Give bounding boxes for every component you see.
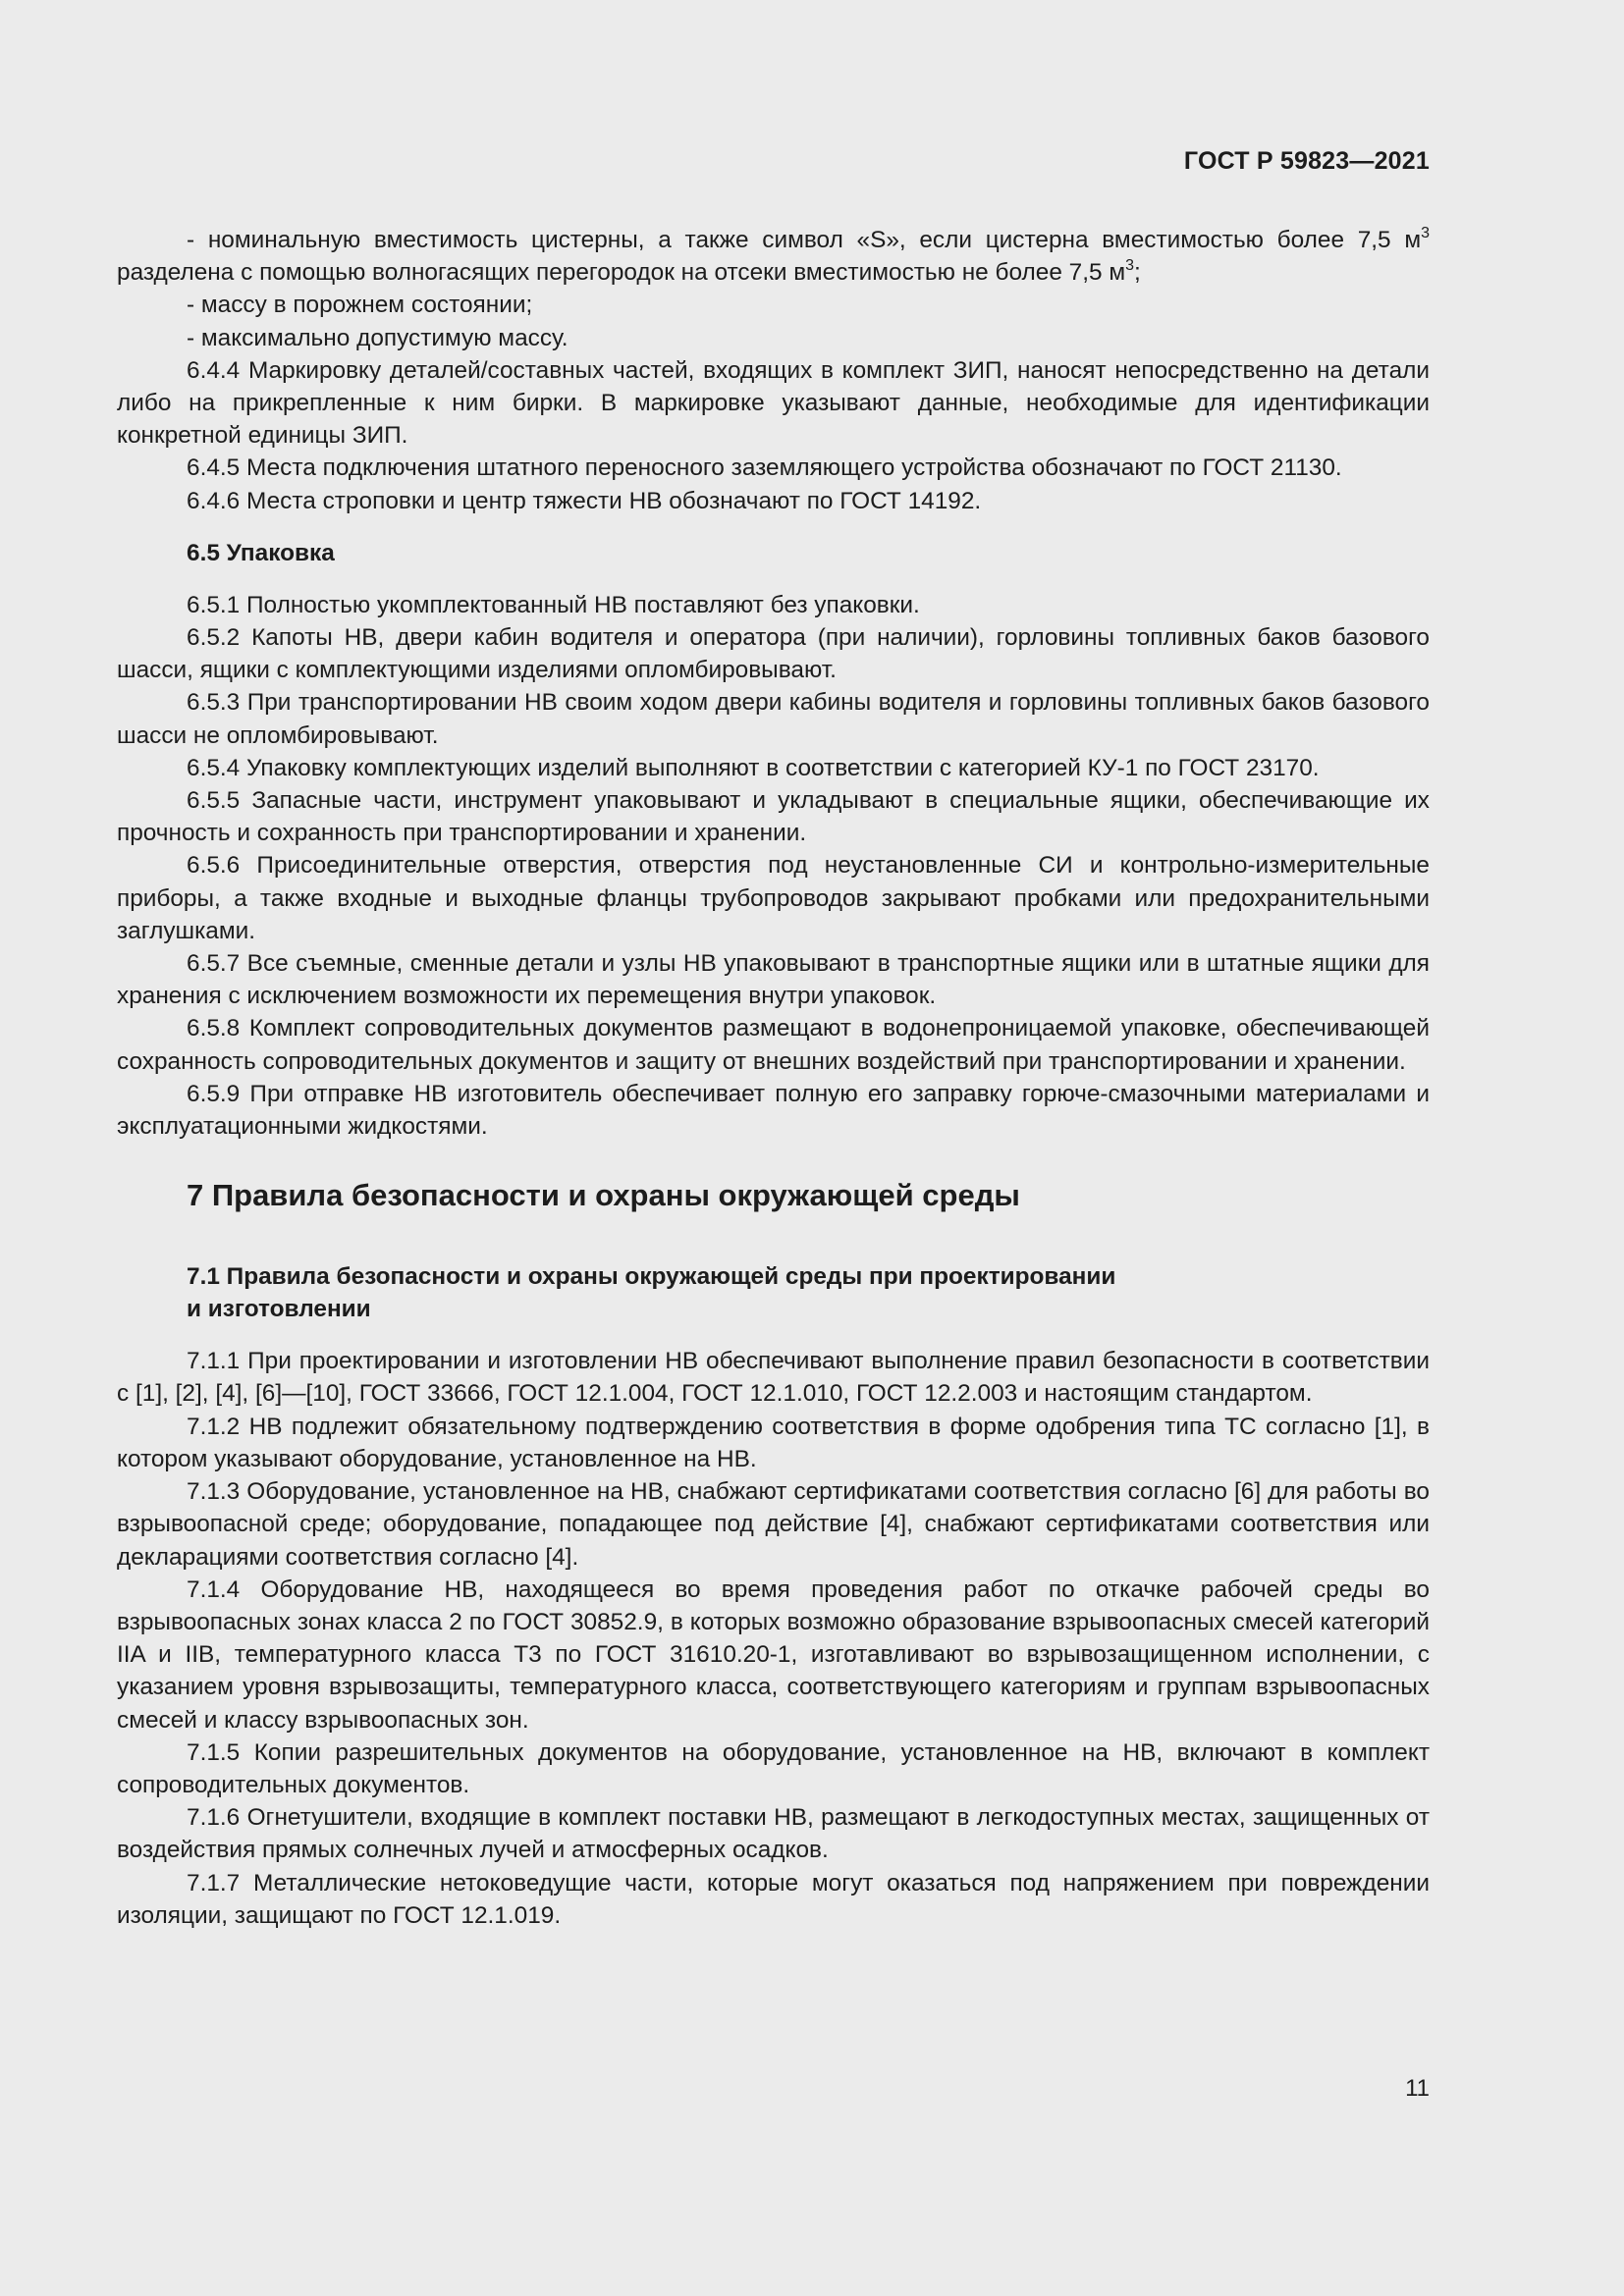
paragraph-7-1-7: 7.1.7 Металлические нетоковедущие части, которые могут оказаться под напряжением при повреждении изоляции, защищают по ГОСТ 12.1.019.	[117, 1869, 1430, 1929]
paragraph-6-5-4: 6.5.4 Упаковку комплектующих изделий выполняют в соответствии с категорией КУ-1 по ГОСТ 23170.	[187, 754, 1320, 781]
document-body	[117, 224, 1430, 1932]
heading-7-1-line2: и изготовлении	[187, 1296, 371, 1323]
paragraph-6-5-8: 6.5.8 Комплект сопроводительных документов размещают в водонепроницаемой упаковке, обеспечивающей сохранность сопроводительных документов и защиту от внешних воздействий при транспортировании и хранении.	[117, 1015, 1430, 1075]
paragraph-6-5-3: 6.5.3 При транспортировании НВ своим ходом двери кабины водителя и горловины топливных баков базового шасси не опломбировывают.	[117, 689, 1430, 749]
paragraph-6-4-5: 6.4.5 Места подключения штатного переносного заземляющего устройства обозначают по ГОСТ 21130.	[187, 454, 1342, 482]
paragraph-7-1-3: 7.1.3 Оборудование, установленное на НВ, снабжают сертификатами соответствия согласно [6] для работы во взрывоопасной среде; оборудование, попадающее под действие [4], снабжают сертификатами соответствия или декларациями соответствия согласно [4].	[117, 1478, 1430, 1571]
paragraph-7-1-5: 7.1.5 Копии разрешительных документов на оборудование, установленное на НВ, включают в комплект сопроводительных документов.	[117, 1738, 1430, 1798]
paragraph-6-5-9: 6.5.9 При отправке НВ изготовитель обеспечивает полную его заправку горюче-смазочными материалами и эксплуатационными жидкостями.	[117, 1080, 1430, 1141]
paragraph-7-1-2: 7.1.2 НВ подлежит обязательному подтверждению соответствия в форме одобрения типа ТС согласно [1], в котором указывают оборудование, установленное на НВ.	[117, 1413, 1430, 1472]
page-number: 11	[1405, 2075, 1430, 2102]
paragraph-7-1-1: 7.1.1 При проектировании и изготовлении НВ обеспечивают выполнение правил безопасности в соответствии с [1], [2], [4], [6]—[10], ГОСТ 33666, ГОСТ 12.1.004, ГОСТ 12.1.010, ГОСТ 12.2.003 и настоящим стандартом.	[117, 1348, 1430, 1408]
text-run: ;	[1134, 259, 1141, 287]
heading-6-5: 6.5 Упаковка	[187, 539, 335, 566]
heading-7-1-line1: 7.1 Правила безопасности и охраны окружающей среды при проектировании	[187, 1263, 1116, 1291]
document-id: ГОСТ Р 59823—2021	[1183, 147, 1430, 175]
text-run: - номинальную вместимость цистерны, а также символ «S», если цистерна вместимостью более 7,5 м	[187, 227, 1422, 253]
heading-section-7: 7 Правила безопасности и охраны окружающей среды	[187, 1178, 1020, 1213]
paragraph-6-5-1: 6.5.1 Полностью укомплектованный НВ поставляют без упаковки.	[187, 591, 920, 618]
paragraph-6-4-4: 6.4.4 Маркировку деталей/составных частей, входящих в комплект ЗИП, наносят непосредственно на детали либо на прикрепленные к ним бирки. В маркировке указывают данные, необходимые для идентификации конкретной единицы ЗИП.	[117, 356, 1430, 450]
heading-7-1	[187, 1260, 1430, 1325]
superscript: 3	[1125, 257, 1135, 275]
text-run: разделена с помощью волногасящих перегородок на отсеки вместимостью не более 7,5 м	[117, 259, 1126, 287]
paragraph-empty-mass: - массу в порожнем состоянии;	[187, 292, 533, 319]
paragraph-6-5-6: 6.5.6 Присоединительные отверстия, отверстия под неустановленные СИ и контрольно-измерительные приборы, а также входные и выходные фланцы трубопроводов закрывают пробками или предохранительными заглушками.	[117, 852, 1430, 944]
paragraph-6-5-7: 6.5.7 Все съемные, сменные детали и узлы НВ упаковывают в транспортные ящики или в штатные ящики для хранения с исключением возможности их перемещения внутри упаковок.	[117, 950, 1430, 1010]
paragraph-capacity	[117, 224, 1430, 289]
paragraph-max-mass: - максимально допустимую массу.	[187, 324, 568, 351]
superscript: 3	[1421, 225, 1430, 241]
paragraph-6-4-6: 6.4.6 Места строповки и центр тяжести НВ обозначают по ГОСТ 14192.	[187, 487, 982, 514]
paragraph-7-1-4: 7.1.4 Оборудование НВ, находящееся во время проведения работ по откачке рабочей среды во взрывоопасных зонах класса 2 по ГОСТ 30852.9, в которых возможно образование взрывоопасных смесей категорий IIA и IIB, температурного класса Т3 по ГОСТ 31610.20-1, изготавливают во взрывозащищенном исполнении, с указанием уровня взрывозащиты, температурного класса, соответствующего категориям и группам взрывоопасных смесей и классу взрывоопасных зон.	[117, 1575, 1430, 1734]
paragraph-6-5-2: 6.5.2 Капоты НВ, двери кабин водителя и оператора (при наличии), горловины топливных баков базового шасси, ящики с комплектующими изделиями опломбировывают.	[117, 624, 1430, 684]
paragraph-7-1-6: 7.1.6 Огнетушители, входящие в комплект поставки НВ, размещают в легкодоступных местах, защищенных от воздействия прямых солнечных лучей и атмосферных осадков.	[117, 1804, 1430, 1864]
paragraph-6-5-5: 6.5.5 Запасные части, инструмент упаковывают и укладывают в специальные ящики, обеспечивающие их прочность и сохранность при транспортировании и хранении.	[117, 787, 1430, 847]
